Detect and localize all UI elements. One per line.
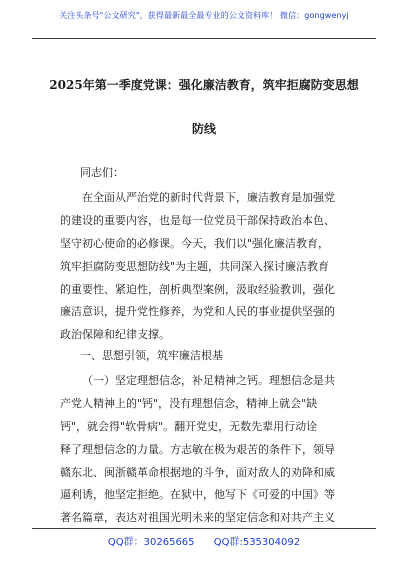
paragraph-line: 赣东北、闽浙赣革命根据地的斗争，面对敌人的劝降和威	[60, 465, 335, 479]
paragraph-section-1-1	[60, 370, 352, 530]
salutation: 同志们：	[80, 166, 124, 179]
paragraph-line: 产党人精神上的"钙"，没有理想信念，精神上就会"缺	[60, 396, 318, 410]
paragraph-line: 坚守初心使命的必修课。今天，我们以"强化廉洁教育，	[60, 236, 330, 250]
header-promo-note: 关注头条号"公文研究"，获得最新最全最专业的公文资料库！ 微信：gongwenyj	[59, 11, 349, 20]
paragraph-line: （一）坚定理想信念，补足精神之钙。理想信念是共	[82, 374, 335, 387]
paragraph-line: 的建设的重要内容，也是每一位党员干部保持政治本色、	[60, 213, 335, 227]
paragraph-line: 著名篇章，表达对祖国光明未来的坚定信念和对共产主义	[60, 511, 335, 525]
footer-qq-group-2: QQ群:535304092	[213, 537, 301, 548]
header-divider	[32, 38, 376, 39]
document-title-line-2: 防线	[191, 122, 216, 136]
footer-qq-group-1: QQ群：30265665	[107, 537, 195, 548]
footer-contact	[0, 533, 408, 548]
paragraph-line: 逼利诱，他坚定拒绝。在狱中，他写下《可爱的中国》等	[60, 488, 335, 502]
paragraph-line: 筑牢拒腐防变思想防线"为主题，共同深入探讨廉洁教育	[60, 259, 330, 273]
section-heading-1: 一、思想引领，筑牢廉洁根基	[80, 349, 223, 362]
paragraph-line: 政治保障和纪律支撑。	[60, 328, 170, 342]
paragraph-intro	[60, 187, 352, 347]
paragraph-line: 的重要性、紧迫性，剖析典型案例，汲取经验教训，强化	[60, 282, 335, 296]
paragraph-line: 廉洁意识，提升党性修养，为党和人民的事业提供坚强的	[60, 305, 335, 319]
paragraph-line: 在全面从严治党的新时代背景下，廉洁教育是加强党	[82, 191, 335, 204]
document-title-line-1: 2025年第一季度党课：强化廉洁教育，筑牢拒腐防变思想	[49, 78, 359, 92]
paragraph-line: 释了理想信念的力量。方志敏在极为艰苦的条件下，领导	[60, 442, 335, 456]
footer-divider	[32, 528, 376, 529]
paragraph-line: 钙"，就会得"软骨病"。翻开党史，无数先辈用行动诠	[60, 419, 318, 433]
